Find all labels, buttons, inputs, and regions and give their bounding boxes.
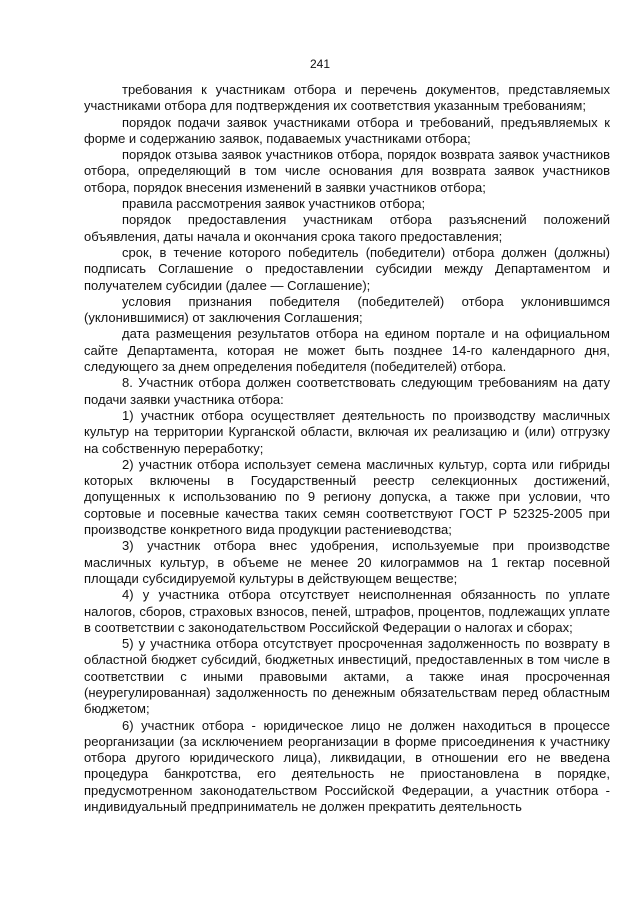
- paragraph-item-8: 8. Участник отбора должен соответствовать следующим требованиям на дату подачи заявки участника отбора:: [84, 375, 610, 407]
- paragraph-withdrawal-order: порядок отзыва заявок участников отбора, порядок возврата заявок участников отбора, определяющий в том числе основания для возврата заявок участников отбора, порядок внесения изменений в заявки участников отбора;: [84, 147, 610, 195]
- paragraph-requirements: требования к участникам отбора и перечень документов, представляемых участниками отбора для подтверждения их соответствия указанным требованиям;: [84, 82, 610, 114]
- paragraph-signing-deadline: срок, в течение которого победитель (победители) отбора должен (должны) подписать Соглашение о предоставлении субсидии между Департаментом и получателем субсидии (далее — Соглашение);: [84, 244, 610, 293]
- paragraph-results-date: дата размещения результатов отбора на едином портале и на официальном сайте Департамента, которая не может быть позднее 14-го календарного дня, следующего за днем определения победителя (победителей) отбора.: [84, 326, 610, 375]
- paragraph-subitem-5: 5) у участника отбора отсутствует просроченная задолженность по возврату в областной бюджет субсидий, бюджетных инвестиций, предоставленных в том числе в соответствии с иными правовыми актами, а также иная просроченная (неурегулированная) задолженность по денежным обязательствам перед областным бюджетом;: [84, 636, 610, 717]
- paragraph-subitem-1: 1) участник отбора осуществляет деятельность по производству масличных культур на территории Курганской области, включая их реализацию и (или) отгрузку на собственную переработку;: [84, 407, 610, 456]
- paragraph-subitem-2: 2) участник отбора использует семена масличных культур, сорта или гибриды которых включены в Государственный реестр селекционных достижений, допущенных к использованию по 9 региону допуска, а также при условии, что сортовые и посевные качества таких семян соответствуют ГОСТ Р 52325-2005 при производстве конкретного вида продукции растениеводства;: [84, 456, 610, 538]
- paragraph-submission-order: порядок подачи заявок участниками отбора и требований, предъявляемых к форме и содержанию заявок, подаваемых участниками отбора;: [84, 114, 610, 146]
- page-number: 241: [309, 57, 331, 71]
- paragraph-subitem-4: 4) у участника отбора отсутствует неисполненная обязанность по уплате налогов, сборов, страховых взносов, пеней, штрафов, процентов, подлежащих уплате в соответствии с законодательством Российской Федерации о налогах и сборах;: [84, 587, 610, 635]
- paragraph-clarifications: порядок предоставления участникам отбора разъяснений положений объявления, даты начала и окончания срока такого предоставления;: [84, 212, 610, 244]
- document-body: [84, 82, 610, 815]
- paragraph-evasion-conditions: условия признания победителя (победителей) отбора уклонившимся (уклонившимися) от заключения Соглашения;: [84, 293, 610, 326]
- paragraph-subitem-6: 6) участник отбора - юридическое лицо не должен находиться в процессе реорганизации (за исключением реорганизации в форме присоединения к участнику отбора другого юридического лица), ликвидации, в отношении его не введена процедура банкротства, его деятельность не приостановлена в порядке, предусмотренном законодательством Российской Федерации, а участник отбора - индивидуальный предприниматель не должен прекратить деятельность: [84, 717, 610, 815]
- paragraph-review-rules: правила рассмотрения заявок участников отбора;: [122, 196, 426, 212]
- paragraph-subitem-3: 3) участник отбора внес удобрения, используемые при производстве масличных культур, в объеме не менее 20 килограммов на 1 гектар посевной площади субсидируемой культуры в действующем веществе;: [84, 538, 610, 586]
